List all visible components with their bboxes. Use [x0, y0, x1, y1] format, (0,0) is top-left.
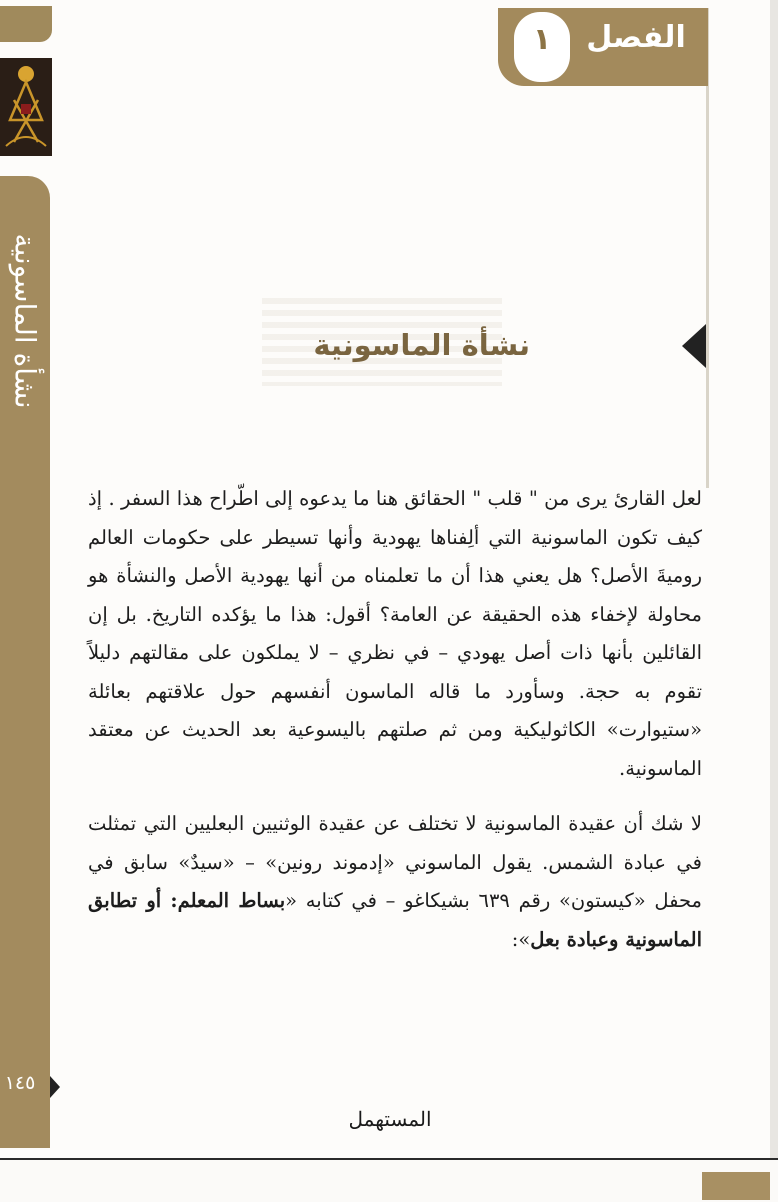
- spine-title: [3, 206, 47, 436]
- chapter-label: الفصل: [586, 20, 686, 55]
- page-number-arrow-icon: [50, 1076, 60, 1098]
- spine-title-text: نشأة الماسونية: [8, 233, 42, 409]
- spine-top-tab: [0, 6, 52, 42]
- publisher-logo: [350, 1100, 430, 1140]
- page-edge: [770, 0, 778, 1158]
- next-page-strip: [0, 1158, 778, 1202]
- page-number: ١٤٥: [4, 1072, 36, 1094]
- body-text: [88, 480, 702, 959]
- paragraph-2-end: »:: [511, 927, 531, 951]
- publisher-logo-text: المستهمل: [350, 1107, 430, 1131]
- masonic-emblem: [0, 58, 52, 156]
- paragraph-2-text: لا شك أن عقيدة الماسونية لا تختلف عن عقيدة الوثنيين البعليين التي تمثلت في عبادة الشمس. يقول الماسوني «إدموند رونين» – «سيدٌ» سابق في محفل «كيستون» رقم ٦٣٩ بشيكاغو – في كتابه «: [88, 812, 702, 912]
- chapter-number: ١: [532, 22, 552, 57]
- paragraph-2: [88, 805, 702, 959]
- next-page-tab: [702, 1172, 770, 1200]
- section-arrow-icon: [682, 324, 706, 368]
- paragraph-1: لعل القارئ يرى من " قلب " الحقائق هنا ما يدعوه إلى اطّراح هذا السفر . إذ كيف تكون الماسونية التي ألِفناها يهودية وأنها تسيطر على حكومات العالم روميةَ الأصل؟ هل يعني هذا أن ما تعلمناه من أنها يهودية الأصل والنشأة هو محاولة لإخفاء هذه الحقيقة عن العامة؟ أقول: هذا ما يؤكده التاريخ. بل إن القائلين بأنها ذات أصل يهودي – في نظري – لا يملكون على مقالتهم دليلاً تقوم به حجة. وسأورد ما قاله الماسون أنفسهم حول علاقتهم بعائلة «ستيوارت» الكاثوليكية ومن ثم صلتهم باليسوعية بعد الحديث عن معتقد الماسونية.: [88, 487, 702, 780]
- section-title: نشأة الماسونية: [313, 328, 530, 362]
- book-title: بساط المعلم: أو تطابق الماسونية وعبادة بعل: [88, 889, 702, 951]
